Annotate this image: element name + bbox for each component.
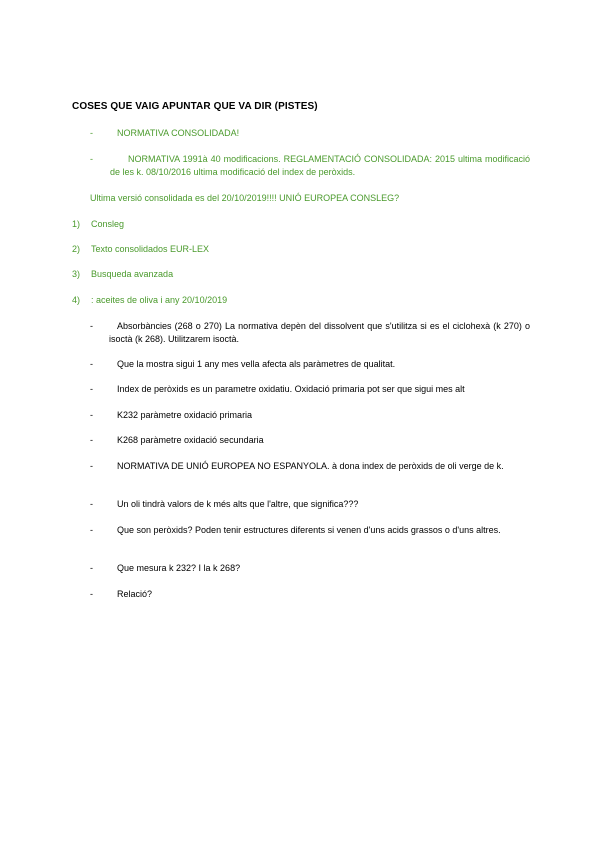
list-item <box>90 498 530 511</box>
dash-bullet: - <box>90 563 93 573</box>
numbered-item <box>72 268 173 281</box>
item-number: 2) <box>72 244 81 254</box>
dash-bullet: - <box>90 410 93 420</box>
numbered-item-text: Consleg <box>91 219 125 229</box>
dash-bullet: - <box>90 384 93 394</box>
green-dash-text: NORMATIVA 1991à 40 modificacions. REGLAMENTACIÓ CONSOLIDADA: 2015 ultima modificació de les k. 08/10/2016 ultima modificació del index de peròxids. <box>110 154 530 177</box>
dash-bullet: - <box>90 321 93 331</box>
numbered-item-text: : aceites de oliva i any 20/10/2019 <box>91 295 228 305</box>
list-item <box>90 409 530 422</box>
list-item-text: Relació? <box>117 589 153 599</box>
numbered-item <box>72 243 209 256</box>
list-item <box>90 588 530 601</box>
list-item <box>90 383 530 396</box>
list-item <box>90 562 530 575</box>
numbered-item <box>72 294 227 307</box>
list-item-text: Que son peròxids? Poden tenir estructures diferents si venen d'uns acids grassos o d'uns altres. <box>117 525 501 535</box>
list-item-text: Index de peròxids es un parametre oxidatiu. Oxidació primaria pot ser que sigui mes alt <box>117 384 465 394</box>
dash-bullet: - <box>90 435 93 445</box>
dash-bullet: - <box>90 128 93 138</box>
numbered-item-text: Texto consolidados EUR-LEX <box>91 244 210 254</box>
dash-bullet: - <box>90 461 93 471</box>
dash-bullet: - <box>90 525 93 535</box>
numbered-item <box>72 218 124 231</box>
list-item <box>90 434 530 447</box>
list-item <box>90 358 530 371</box>
note-line: Ultima versió consolidada es del 20/10/2019!!!! UNIÓ EUROPEA CONSLEG? <box>90 193 400 203</box>
list-item-text: Que la mostra sigui 1 any mes vella afecta als paràmetres de qualitat. <box>117 359 396 369</box>
list-item <box>90 320 530 346</box>
page-title: COSES QUE VAIG APUNTAR QUE VA DIR (PISTES) <box>72 101 318 112</box>
list-item-text: NORMATIVA DE UNIÓ EUROPEA NO ESPANYOLA. à dona index de peròxids de oli verge de k. <box>117 461 504 471</box>
list-item-text: K268 paràmetre oxidació secundaria <box>117 435 264 445</box>
green-dash-item <box>90 153 530 179</box>
green-dash-text: NORMATIVA CONSOLIDADA! <box>117 128 240 138</box>
dash-bullet: - <box>90 589 93 599</box>
dash-bullet: - <box>90 154 93 164</box>
list-item-text: K232 paràmetre oxidació primaria <box>117 410 253 420</box>
list-item-text: Absorbàncies (268 o 270) La normativa depèn del dissolvent que s'utilitza si es el ciclohexà (k 270) o isoctà (k 268). Utilitzarem isoctà. <box>109 321 530 344</box>
list-item <box>90 460 530 473</box>
list-item <box>90 524 530 537</box>
list-item-text: Un oli tindrà valors de k més alts que l'altre, que significa??? <box>117 499 359 509</box>
list-item-text: Que mesura k 232? I la k 268? <box>117 563 241 573</box>
numbered-item-text: Busqueda avanzada <box>91 269 174 279</box>
item-number: 3) <box>72 269 81 279</box>
item-number: 4) <box>72 295 81 305</box>
item-number: 1) <box>72 219 81 229</box>
dash-bullet: - <box>90 499 93 509</box>
dash-bullet: - <box>90 359 93 369</box>
green-dash-item <box>90 127 530 140</box>
